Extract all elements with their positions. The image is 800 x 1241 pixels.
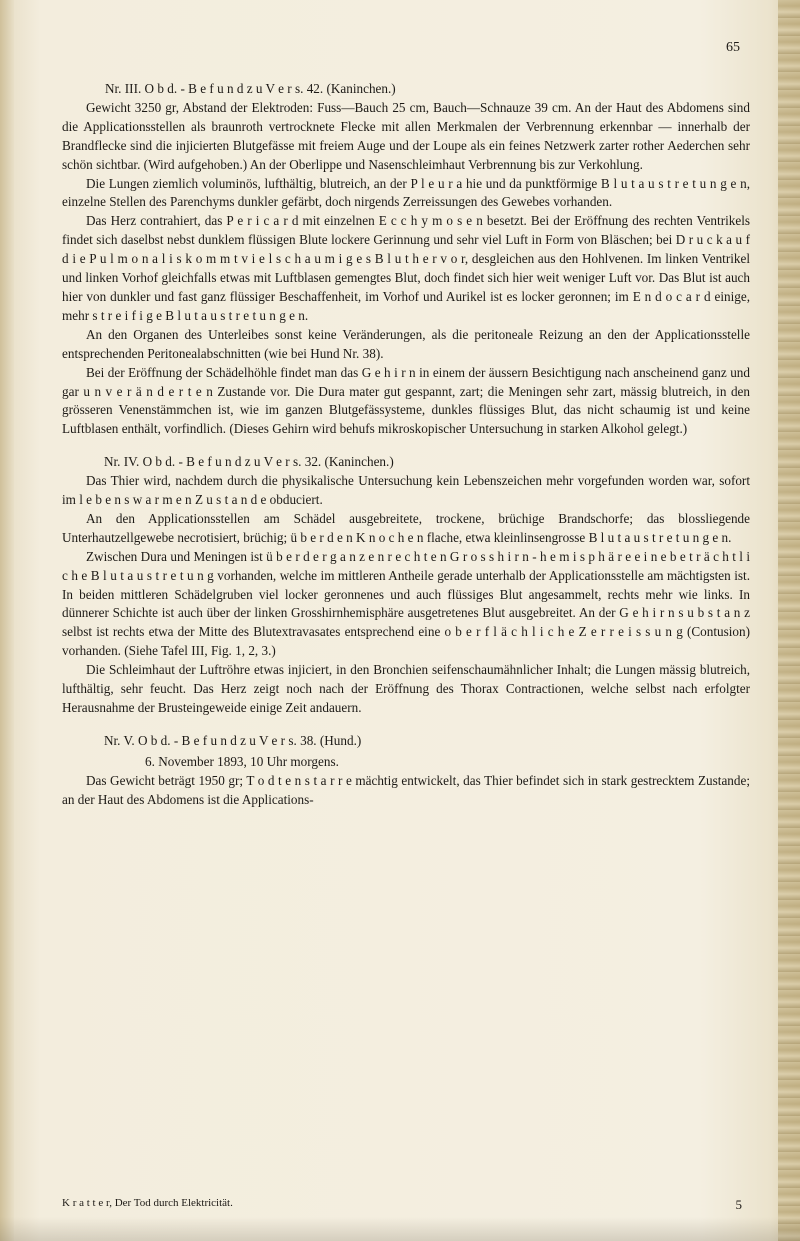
- paragraph: Das Herz contrahiert, das P e r i c a r d mit einzelnen E c c h y m o s e n besetzt. Bei der Eröffnung des rechten Ventrikels findet sich daselbst nebst dunklem flüssigen Blute lockere Gerinnung und sehr viel Luft in Form von Bläschen; bei D r u c k a u f d i e P u l m o n a l i s k o m m t v i e l s c h a u m i g e s B l u t h e r v o r, desgleichen aus den Hohlvenen. Im linken Ventrikel und linken Vorhof gleichfalls etwas mit Luftblasen gemengtes Blut, doch findet sich hier weit weniger Luft vor. Das Blut ist auch hier von dunkler und fast ganz flüssiger Beschaffenheit, im Vorhof und Aurikel ist es locker geronnen; im E n d o c a r d einige, mehr s t r e i f i g e B l u t a u s t r e t u n g e n.: [62, 213, 750, 323]
- page-edge-stain: [778, 0, 800, 1241]
- section-heading-v: Nr. V. O b d. - B e f u n d z u V e r s. 38. (Hund.): [104, 732, 362, 748]
- date-line: 6. November 1893, 10 Uhr morgens.: [145, 753, 339, 769]
- body-text: [62, 40, 750, 810]
- running-title: K r a t t e r, Der Tod durch Elektricität.: [62, 1197, 233, 1209]
- paragraph: Zwischen Dura und Meningen ist ü b e r d e r g a n z e n r e c h t e n G r o s s h i r n - h e m i s p h ä r e e i n e b e t r ä c h t l i c h e B l u t a u s t r e t u n g vorhanden, welche im mittleren Antheile gerade unterhalb der Applicationsstelle am mächtigsten ist. In beiden mittleren Schädelgruben viel locker geronnenes und auch flüssiges Blut angesammelt, rechts mehr wie links. In dünnerer Schichte ist auch über der linken Grosshirnhemisphäre ausgetretenes Blut ausgebreitet. An der G e h i r n s u b s t a n z selbst ist rechts etwa der Mitte des Blutextravasates entsprechend eine o b e r f l ä c h l i c h e Z e r r e i s s u n g (Contusion) vorhanden. (Siehe Tafel III, Fig. 1, 2, 3.): [62, 548, 750, 659]
- section-heading-iv: Nr. IV. O b d. - B e f u n d z u V e r s. 32. (Kaninchen.): [104, 454, 394, 470]
- paragraph: Das Thier wird, nachdem durch die physikalische Untersuchung kein Lebenszeichen mehr vorgefunden worden war, sofort im l e b e n s w a r m e n Z u s t a n d e obduciert.: [62, 473, 750, 508]
- page-number: 65: [726, 40, 740, 55]
- paragraph: An den Applicationsstellen am Schädel ausgebreitete, trockene, brüchige Brandschorfe; das blossliegende Unterhautzellgewebe necrotisiert, brüchig; ü b e r d e n K n o c h e n flache, etwa kleinlinsengrosse B l u t a u s t r e t u n g e n.: [62, 510, 750, 545]
- page-footer: [62, 1197, 742, 1213]
- section-heading-iii: Nr. III. O b d. - B e f u n d z u V e r s. 42. (Kaninchen.): [105, 81, 396, 96]
- paragraph: An den Organen des Unterleibes sonst keine Veränderungen, als die peritoneale Reizung an den der Applicationsstelle entsprechenden Peritonealabschnitten (wie bei Hund Nr. 38).: [62, 326, 750, 361]
- paragraph: Gewicht 3250 gr, Abstand der Elektroden: Fuss—Bauch 25 cm, Bauch—Schnauze 39 cm. An der Haut des Abdomens sind die Applicationsstellen als braunroth vertrocknete Flecke mit allen Merkmalen der Verbrennung erkennbar — innerhalb der Brandflecke sind die injicierten Blutgefässe mit freiem Auge und der Loupe als ein feines Netzwerk zarter rother Aederchen sehr schön sichtbar. (Wird aufgehoben.) An der Oberlippe und Nasenschleimhaut Verbrennung bis zur Verkohlung.: [62, 99, 750, 172]
- paragraph: Die Lungen ziemlich voluminös, lufthältig, blutreich, an der P l e u r a hie und da punktförmige B l u t a u s t r e t u n g e n, einzelne Stellen des Parenchyms dunkler gefärbt, doch nirgends Zerreissungen des Gewebes vorhanden.: [62, 175, 750, 210]
- paragraph: Das Gewicht beträgt 1950 gr; T o d t e n s t a r r e mächtig entwickelt, das Thier befindet sich in stark gestrecktem Zustande; an der Haut des Abdomens ist die Applications-: [62, 772, 750, 807]
- page-binding-shadow: [0, 0, 14, 1241]
- paragraph: Bei der Eröffnung der Schädelhöhle findet man das G e h i r n in einem der äussern Besichtigung nach anscheinend ganz und gar u n v e r ä n d e r t e n Zustande vor. Die Dura mater gut gespannt, zart; die Meningen sehr zart, mässig blutreich, in den grösseren Venenstämmchen ist, wie im ganzen Blutgefässysteme, dunkles flüssiges Blut, das nicht schaumig ist und keine Luftblasen enthält, vorfindlich. (Dieses Gehirn wird behufs mikroskopischer Untersuchung in starken Alkohol gelegt.): [62, 364, 750, 437]
- bottom-shadow: [0, 1217, 800, 1241]
- signature-mark: 5: [735, 1197, 742, 1212]
- paragraph: Die Schleimhaut der Luftröhre etwas injiciert, in den Bronchien seifenschaumähnlicher Inhalt; die Lungen mässig blutreich, lufthältig, sehr feucht. Das Herz zeigt noch nach der Eröffnung des Thorax Contractionen, welche selbst nach erfolgter Herausnahme der Brusteingeweide einige Zeit andauern.: [62, 662, 750, 715]
